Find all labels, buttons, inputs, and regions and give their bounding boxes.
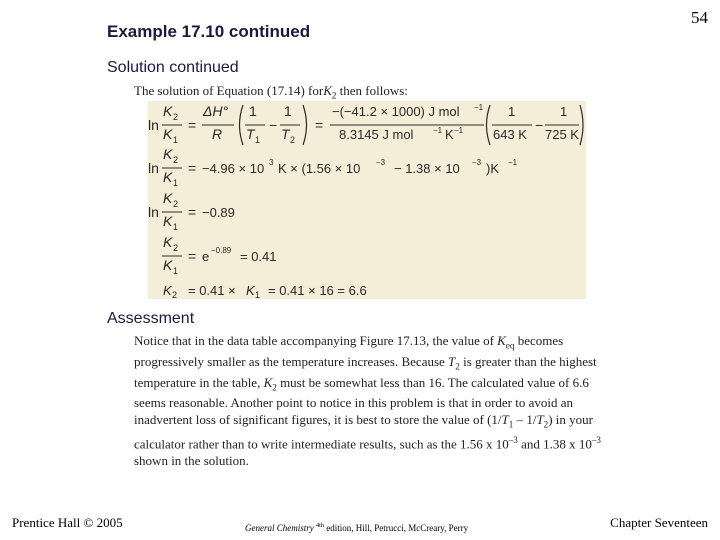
intro-var: K (323, 83, 332, 98)
ln-symbol: ln (148, 160, 159, 176)
ln-symbol: ln (148, 204, 159, 220)
k1-denominator: K (163, 126, 173, 142)
var-k2-sub: 2 (272, 382, 277, 393)
assessment-text: is greater than the highest temperature in the table, (134, 353, 597, 390)
k2-subscript: 2 (173, 199, 179, 209)
row5-mult: = 0.41 × (188, 283, 236, 298)
citation-rest: edition, Hill, Petrucci, McCreary, Perry (324, 523, 469, 533)
k2-subscript: 2 (173, 155, 179, 165)
k2-numerator: K (163, 234, 173, 250)
k2-numerator: K (163, 146, 173, 162)
eq1-numerator: −(−41.2 × 1000) J mol (332, 104, 460, 119)
k2-lhs-subscript: 2 (172, 290, 178, 299)
row2-exp-neg3-a: −3 (376, 158, 386, 167)
t2-subscript: 2 (290, 135, 296, 145)
equation-row-4 (162, 234, 277, 276)
edition-sup: 4th (316, 522, 325, 529)
intro-var-sub: 2 (331, 90, 337, 101)
k2-lhs: K (163, 283, 172, 298)
delta-h-numerator: ΔH° (203, 103, 229, 119)
k2-numerator: K (163, 190, 173, 206)
row5-result: = 0.41 × 16 = 6.6 (268, 283, 367, 298)
var-t2-sub: 2 (455, 361, 460, 372)
row3-value: −0.89 (202, 205, 235, 220)
frac725-den: 725 K (545, 127, 579, 142)
minus-sign: − (269, 117, 278, 133)
k1-subscript: 1 (173, 135, 179, 145)
equation-row-5 (163, 283, 367, 299)
equals-sign: = (315, 117, 324, 133)
solution-intro (134, 83, 408, 101)
frac643-den: 643 K (493, 127, 527, 142)
row4-exponent: −0.89 (211, 246, 232, 255)
k2-numerator: K (163, 103, 173, 119)
kelvin-unit: K (445, 127, 454, 142)
t1-subscript: 1 (255, 135, 261, 145)
equals-sign: = (188, 160, 197, 176)
close-paren (580, 105, 583, 145)
k1-rhs-subscript: 1 (255, 290, 261, 299)
close-paren (303, 105, 307, 145)
minus-sign: − (535, 117, 544, 133)
var-t1-sub: 1 (508, 419, 514, 430)
book-title: General Chemistry (245, 523, 314, 533)
row2-part-b: K × (1.56 × 10 (278, 161, 361, 176)
var-t2: T (536, 411, 544, 427)
eq1-den-exponent: −1 (433, 126, 443, 135)
row2-part-c: − 1.38 × 10 (394, 161, 460, 176)
open-paren (487, 105, 491, 145)
frac725-num: 1 (560, 104, 568, 119)
row2-exp-neg3-b: −3 (472, 158, 482, 167)
var-k2: K (263, 374, 273, 390)
equation-graphic (148, 101, 586, 299)
assessment-text: and 1.38 x 10 (517, 436, 592, 452)
assessment-text: Notice that in the data table accompanying Figure 17.13, the value of (134, 333, 498, 348)
intro-prefix: The solution of Equation (17.14) for (134, 83, 324, 98)
k1-denominator: K (163, 213, 173, 229)
one-numerator: 1 (249, 103, 257, 119)
t1-denominator: T (246, 126, 255, 142)
eq1-num-exponent: −1 (474, 103, 484, 112)
var-t1: T (501, 411, 509, 427)
one-numerator: 1 (284, 103, 292, 119)
var-t2: T (448, 353, 456, 369)
page-title: Example 17.10 continued (107, 22, 311, 41)
assessment-text: – 1/ (513, 411, 537, 427)
k1-subscript: 1 (173, 266, 179, 276)
footer-citation (245, 522, 468, 533)
ln-symbol: ln (148, 117, 159, 133)
solution-heading: Solution continued (107, 59, 239, 76)
page-number: 54 (691, 8, 708, 27)
assessment-text: ) in your calculator rather than to write intermediate results, such as the 1.56 x 10 (134, 411, 593, 452)
assessment-text: must be somewhat less than 16. The calculated value of 6.6 seems reasonable. Another point to notice in this problem is that in order to avoid an inadvertent loss of significant figures, it is best to store the value of (1/ (134, 374, 589, 427)
k1-subscript: 1 (173, 178, 179, 188)
frac643-num: 1 (508, 104, 516, 119)
kelvin-exponent: −1 (454, 126, 464, 135)
footer-copyright: Prentice Hall © 2005 (12, 515, 123, 530)
eq1-denominator: 8.3145 J mol (339, 127, 414, 142)
exponent: –3 (508, 435, 518, 446)
equation-row-3 (148, 190, 235, 232)
row4-e: e (202, 249, 210, 264)
var-t2-sub: 2 (543, 419, 549, 430)
open-paren (240, 105, 244, 145)
k1-subscript: 1 (173, 222, 179, 232)
k1-rhs: K (246, 283, 255, 298)
footer-chapter: Chapter Seventeen (610, 515, 708, 530)
equals-sign: = (188, 117, 197, 133)
k1-denominator: K (163, 169, 173, 185)
equation-panel (148, 101, 586, 299)
equation-row-1 (148, 103, 583, 145)
row4-result: = 0.41 (240, 249, 277, 264)
var-keq-sub: eq (505, 340, 515, 351)
assessment-text: becomes progressively smaller as the temperature increases. Because (134, 333, 564, 369)
assessment-heading: Assessment (107, 310, 195, 327)
row2-exp-neg1: −1 (508, 158, 518, 167)
k2-subscript: 2 (173, 112, 179, 122)
equals-sign: = (188, 204, 197, 220)
k1-denominator: K (163, 257, 173, 273)
equation-row-2 (148, 146, 518, 188)
intro-suffix: then follows: (336, 83, 408, 98)
assessment-paragraph (134, 333, 616, 469)
exponent: –3 (591, 435, 601, 446)
k2-subscript: 2 (173, 243, 179, 253)
var-keq: K (497, 333, 506, 348)
assessment-text: shown in the solution. (134, 452, 249, 468)
row2-part-a: −4.96 × 10 (202, 161, 265, 176)
equals-sign: = (188, 248, 197, 264)
t2-denominator: T (281, 126, 290, 142)
row2-exp-3: 3 (269, 158, 274, 167)
r-denominator: R (212, 126, 223, 142)
row2-part-d: )K (486, 161, 499, 176)
